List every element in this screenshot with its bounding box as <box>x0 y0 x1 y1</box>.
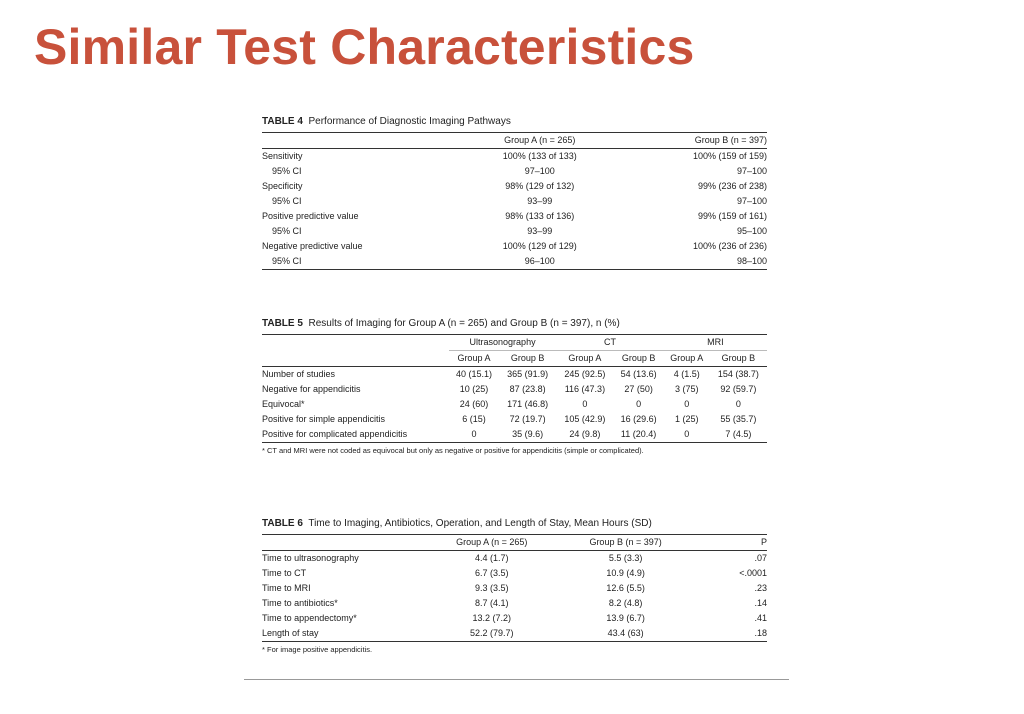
table-row: Time to CT 6.7 (3.5) 10.9 (4.9) <.0001 <box>262 568 767 578</box>
table-4-header-group-b: Group B (n = 397) <box>694 135 767 145</box>
slide-title: Similar Test Characteristics <box>34 19 695 75</box>
table-4-header-group-a: Group A (n = 265) <box>504 135 576 145</box>
table-6-grid: Group A (n = 265) Group B (n = 397) P Time to ultrasonography 4.4 (1.7) 5.5 (3.3) .07 Time to CT 6.7 (3.5) 10.9 (4.9) <.0001 Time to MRI 9.3 (3.5) 12.6 (5.5) .23 Time to antibiotics* 8.7 (4.1) 8.2 (4.8) .14 Time to appendectomy* 13.2 (7.2) 13.9 (6.7) .41 Length of stay 52.2 (79.7) 43.4 (63) .18 <box>262 534 767 642</box>
table-5-modality-us: Ultrasonography <box>449 335 556 351</box>
table-row: 95% CI 97–100 97–100 <box>272 166 767 176</box>
table-row: Negative for appendicitis 10 (25) 87 (23.8) 116 (47.3) 27 (50) 3 (75) 92 (59.7) <box>262 384 757 394</box>
table-4 <box>262 116 767 270</box>
table-row: 95% CI 93–99 97–100 <box>272 196 767 206</box>
table-row: Number of studies 40 (15.1) 365 (91.9) 245 (92.5) 54 (13.6) 4 (1.5) 154 (38.7) <box>262 369 759 379</box>
table-row: Time to MRI 9.3 (3.5) 12.6 (5.5) .23 <box>262 583 767 593</box>
table-row: Positive for complicated appendicitis 0 35 (9.6) 24 (9.8) 11 (20.4) 0 7 (4.5) <box>262 427 767 443</box>
table-5 <box>262 318 767 455</box>
table-4-grid <box>262 132 767 270</box>
table-5-modality-mri: MRI <box>664 335 767 351</box>
table-row: 95% CI 96–100 98–100 <box>262 254 767 270</box>
table-row: Sensitivity 100% (133 of 133) 100% (159 of 159) <box>262 151 767 161</box>
table-row: Time to ultrasonography 4.4 (1.7) 5.5 (3.3) .07 <box>262 553 767 563</box>
table-row: Negative predictive value 100% (129 of 129) 100% (236 of 236) <box>262 241 767 251</box>
table-5-caption: TABLE 5 Results of Imaging for Group A (n = 265) and Group B (n = 397), n (%) <box>262 318 620 329</box>
table-row: Equivocal* 24 (60) 171 (46.8) 0 0 0 0 <box>262 399 741 409</box>
table-6-footnote: * For image positive appendicitis. <box>262 645 373 654</box>
table-6 <box>262 518 767 654</box>
table-5-grid: Ultrasonography CT MRI Group A Group B Group A Group B Group A Group B Number of studies 40 (15.1) 365 (91.9) 245 (92.5) 54 (13.6) 4 (1.5) 154 (38.7) Negative for appendicitis 10 (25) 87 (23.8) 116 (47.3) 27 (50) 3 (75) 92 (59.7) Equivocal* 24 (60) 171 (46.8) 0 0 0 0 Positive for simple appendicitis 6 (15) 72 (19.7) 105 (42.9) 16 (29.6) 1 (25) 55 (35.7) Positive for complicated appendicitis 0 35 (9.6) 24 (9.8) 11 (20.4) 0 7 (4.5) <box>262 334 767 443</box>
page-bottom-rule <box>244 679 789 680</box>
table-4-caption: TABLE 4 Performance of Diagnostic Imaging Pathways <box>262 116 511 127</box>
table-row: Time to antibiotics* 8.7 (4.1) 8.2 (4.8) .14 <box>262 598 767 608</box>
table-row: Positive predictive value 98% (133 of 136) 99% (159 of 161) <box>262 211 767 221</box>
table-row: Length of stay 52.2 (79.7) 43.4 (63) .18 <box>262 626 767 642</box>
table-5-modality-ct: CT <box>556 335 663 351</box>
table-row: Positive for simple appendicitis 6 (15) 72 (19.7) 105 (42.9) 16 (29.6) 1 (25) 55 (35.7) <box>262 414 757 424</box>
table-5-footnote: * CT and MRI were not coded as equivocal but only as negative or positive for appendicitis (simple or complicated). <box>262 446 644 455</box>
table-6-caption: TABLE 6 Time to Imaging, Antibiotics, Operation, and Length of Stay, Mean Hours (SD) <box>262 518 652 529</box>
table-row: Specificity 98% (129 of 132) 99% (236 of 238) <box>262 181 767 191</box>
table-row: 95% CI 93–99 95–100 <box>272 226 767 236</box>
table-row: Time to appendectomy* 13.2 (7.2) 13.9 (6.7) .41 <box>262 613 767 623</box>
